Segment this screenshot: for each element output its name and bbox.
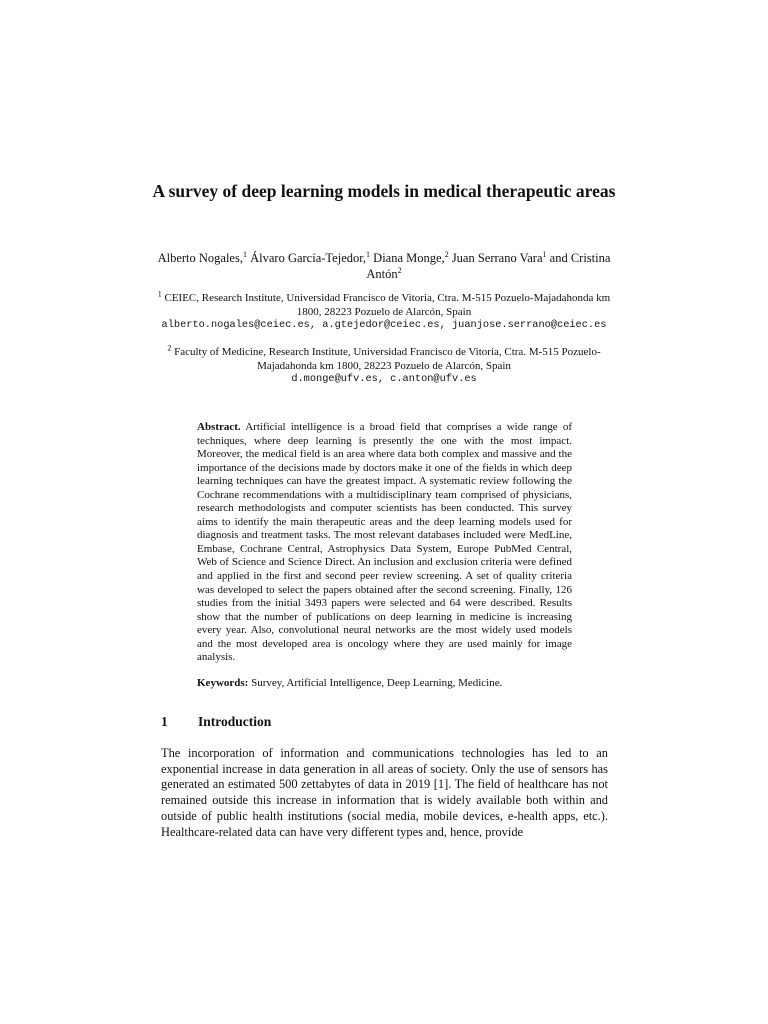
author-name: and Cristina Antón — [366, 251, 611, 281]
abstract — [197, 421, 572, 665]
author-name: Juan Serrano Vara — [448, 251, 543, 265]
affiliation-emails: d.monge@ufv.es, c.anton@ufv.es — [291, 373, 477, 386]
affiliation-2 — [155, 343, 613, 387]
affiliation-marker: 2 — [444, 249, 449, 259]
section-title: Introduction — [198, 714, 272, 729]
author-list — [150, 250, 618, 282]
keywords-label: Keywords: — [197, 677, 249, 689]
body-paragraph: The incorporation of information and communications technologies has led to an exponential increase in data generation in all areas of society. Only the use of sensors has generated an estimated 500 zettabytes of data in 2019 [1]. The field of healthcare has not remained outside this increase in information that is widely available both within and outside of public health institutions (social media, mobile devices, e-health apps, etc.). Healthcare-related data can have very different types and, hence, provide — [161, 746, 608, 839]
abstract-text: Artificial intelligence is a broad field that comprises a wide range of techniques, where deep learning is presently the one with the most impact. Moreover, the medical field is an area where data both complex and massive and the importance of the decisions made by doctors make it one of the fields in which deep learning techniques can have the greatest impact. A systematic review following the Cochrane recommendations with a multidisciplinary team comprised of physicians, research methodologists and computer scientists has been conducted. This survey aims to identify the main therapeutic areas and the deep learning models used for diagnosis and treatment tasks. The most relevant databases included were MedLine, Embase, Cochrane Central, Astrophysics Data System, Europe PubMed Central, Web of Science and Science Direct. An inclusion and exclusion criteria were defined and applied in the first and second peer review screening. A set of quality criteria was developed to select the papers obtained after the second screening. Finally, 126 studies from the initial 3493 papers were selected and 64 were described. Results show that the number of publications on deep learning in medicine is increasing every year. Also, convolutional neural networks are the most widely used models and the most developed area is oncology where they are used mainly for image analysis. — [197, 421, 572, 664]
affiliation-text: Faculty of Medicine, Research Institute, Universidad Francisco de Vitoria, Ctra. M-515 Pozuelo-Majadahonda km 1800, 28223 Pozuelo de Alarcón, Spain — [171, 346, 601, 372]
section-heading — [161, 713, 271, 730]
author-name: Alberto Nogales, — [157, 251, 243, 265]
abstract-label: Abstract. — [197, 421, 241, 433]
section-number: 1 — [161, 714, 168, 729]
keywords — [197, 677, 572, 691]
keywords-text: Survey, Artificial Intelligence, Deep Learning, Medicine. — [248, 677, 503, 689]
affiliation-marker: 1 — [242, 249, 247, 259]
affiliation-1 — [155, 289, 613, 333]
affiliation-number: 1 — [157, 289, 162, 299]
affiliation-marker: 1 — [366, 249, 371, 259]
affiliation-number: 2 — [167, 343, 172, 353]
affiliation-marker: 2 — [397, 265, 402, 275]
author-name: Diana Monge, — [370, 251, 445, 265]
author-name: Álvaro García-Tejedor, — [246, 251, 367, 265]
affiliation-text: CEIEC, Research Institute, Universidad Francisco de Vitoria, Ctra. M-515 Pozuelo-Majadahonda km 1800, 28223 Pozuelo de Alarcón, Spain — [161, 292, 611, 318]
affiliation-marker: 1 — [542, 249, 547, 259]
paper-title: A survey of deep learning models in medical therapeutic areas — [152, 181, 616, 201]
affiliation-emails: alberto.nogales@ceiec.es, a.gtejedor@ceiec.es, juanjose.serrano@ceiec.es — [161, 319, 607, 332]
